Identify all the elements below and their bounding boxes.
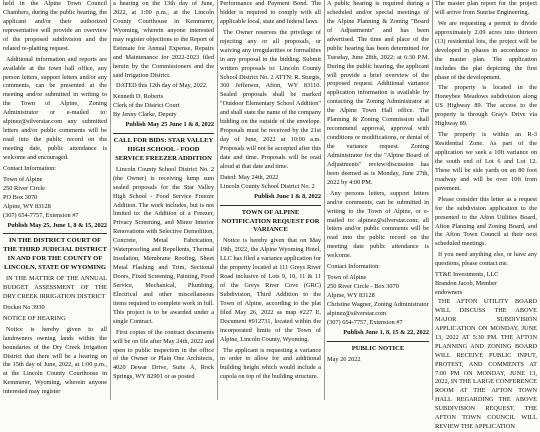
- notice-text: Additional information and reports are available at the town hall office, any person letters, support letters and/or any comments, can be presented at the meeting and/or submitted in writing to the Town of Alpine, Zoning Administrator or e-mailed to: alpinez@silverstar.com any submitted letters and/or public comments will be read into the public record on the meeting date, public attendance is welcome and encouraged.: [3, 55, 107, 161]
- signature-line: Brandon Jacob, Member: [435, 280, 498, 288]
- notice-heading: TOWN OF ALPINE NOTIFICATION REQUEST FOR VARIANCE: [221, 208, 320, 234]
- notice-text: Notice is hereby given that on May 19th, 2022, the Alpine Wyoming Hotel, LLC has filed a variance application for the property located at 111 Greys River Road inclusive of Lots 9, 10, 11 & 11 of the Greys River Cove (GRC) Subdivision, Third Addition to the Town of Alpine, according to the plat filed May 26, 2022 as map #227 E, Document #912731, located within the incorporated limits of the Town of Alpine, Lincoln County, Wyoming.: [220, 237, 321, 343]
- notice-text: THE AFTON UTILITY BOARD WILL DISCUSS THE ABOVE MAJOR SUBDIVISION APPLICATION ON MONDAY, JUNE 13, 2022 AT 5:30 PM. THE AFTON PLANNING AND ZONING BOARD WILL RECEIVE PUBLIC INPUT, PROTEST, AND COMMENTS AT 7:00 PM ON MONDAY, JUNE 13, 2022, IN THE LARGE CONFERENCE ROOM AT THE AFTON TOWN HALL REGARDING THE ABOVE SUBDIVISION REQUEST. THE AFTON TOWN COUNCIL WILL REVIEW THE APPLICATION: [435, 298, 537, 431]
- signature-line: Lincoln County School District No. 2: [220, 182, 315, 190]
- address-line: (307) 654-7757, Extension #7: [3, 211, 79, 219]
- address-line: PO Box 3070: [3, 193, 38, 201]
- address-line: Alpine, WY 83128: [327, 292, 375, 299]
- column-5: [432, 0, 540, 431]
- notice-separator: [220, 205, 321, 206]
- address-line: (307) 654-7757, Extension #7: [327, 318, 403, 326]
- notice-text: If you need anything else, or have any questions, please contact me.: [435, 251, 537, 268]
- notice-text: Notice is hereby given to all landowners owning lands within the boundaries of the Dry Creek Irrigation District that there will be a hearing on the 15th day of June, 2022, at 1:00 p.m., at the Lincoln County Courthouse in Kemmerer, Wyoming, wherein anyone interested may register: [3, 325, 107, 396]
- column-1: [0, 0, 110, 400]
- contact-heading: Contact Information:: [3, 164, 56, 172]
- publish-dates: Publish June 1, 8, 15 & 22, 2022: [343, 328, 429, 336]
- notice-text: Please consider this letter as a request for the subdivision application to the presented to the Afton Utilities Board, Afton Planning and Zoning Board, and the Afton Town Council at their next scheduled meetings.: [435, 195, 537, 248]
- column-2: [110, 0, 217, 400]
- notice-subheading: NOTICE OF HEARING: [3, 314, 66, 322]
- signature-line: Clerk of the District Court: [113, 102, 180, 110]
- signature-line: TT&E Investments, LLC: [435, 271, 499, 279]
- address-line: Town of Alpine: [327, 274, 367, 282]
- address-line: 250 River Circle - Box 3070: [327, 283, 399, 291]
- dated-line: DATED this 12th day of May, 2022.: [116, 82, 208, 90]
- notice-heading: IN THE DISTRICT COURT OF THE THIRD JUDICIAL DISTRICT IN AND FOR THE COUNTY OF LINCOLN, STATE OF WYOMING: [3, 237, 107, 272]
- notice-text: The master plan report for the project will arrive from Sunrise Engineering.: [435, 0, 537, 16]
- notice-text: The property is within an R-3 Residential Zone. As part of the application we seek a 10ft variance on the south end of Lot 6 and Lot 12. These will be side yards on an 80 foot roadway and will be over 10ft from pavement.: [435, 131, 537, 192]
- notice-heading: CALL FOR BIDS: STAR VALLEY HIGH SCHOOL - FOOD SERVICE FREEZER ADDITION: [113, 137, 214, 162]
- publish-dates: Publish June 1 & 8, 2022: [254, 192, 321, 200]
- notice-date: May 26 2022: [327, 355, 361, 363]
- notice-text: Any persons letters, support letters and/or comments, can be submitted in writing to the Town of Alpine, or e-mailed to: alpinez@silverstar.com; all letters and/or public comments will be read into the public record on the meeting date public attendance is welcome.: [327, 189, 429, 260]
- notice-text: Lincoln County School District No. 2 (the Owner) is receiving lump sum sealed proposals for the Star Valley High School - Food Service Freezer Addition. The work includes, but is not limited to: the Addition of a Freezer, Privacy Screening, and Minor Interior Renovations with Selective Demolition, Concrete, Metal Fabrication, Waterproofing and Repellents, Thermal Insulation, Membrane Roofing, Sheet Metal Flashing and Trim, Sectional Doors, Fixed Screening, Painting, Food Service, Mechanical, Plumbing, Electrical and other miscellaneous items required to complete work in full. This project is to be awarded under a single Contract.: [113, 165, 214, 325]
- notice-text: The property is located in the Honeybee Meadows subdivision along US Highway 89. The access to the property is through Gray's Drive via Highway 89.: [435, 84, 537, 128]
- notice-text: We are requesting a permit to divide approximately 2.09 acres into thirteen (13) residential lots, the project will be developed in phases in accordance to the master plan. The application includes the plat depicting the first phase of the development.: [435, 19, 537, 81]
- signature-line: endowners: [435, 289, 463, 297]
- publish-dates: Publish May 25 June 1 & 8, 2022: [125, 121, 214, 129]
- address-line: Town of Alpine: [3, 175, 43, 183]
- docket-number: Docket No 3930: [3, 303, 45, 311]
- notice-text: The Owner reserves the privilege of rejecting any or all proposals, or waiving any irregularities or formalities in any proposal in the bidding. Submit written proposals to: Lincoln County School District No. 2 ATTN: R. Sturgis, 360 Jefferson, Afton, WY 83110. Sealed proposals shall be marked "Outdoor Elementary School Addition" and shall state the name of the company bidding on the outside of the envelope. Proposals must be received by the 21st day of June, 2022 at 10:00 a.m. Proposals will not be accepted after this date and time. Proposals will be read aloud at that date and time.: [220, 28, 321, 170]
- notice-text: First copies of the contract documents will be on file after May 24th, 2022 and open to public inspection in the office of the Owner or Plain One Architects, 4020 Dewar Drive, Suite A, Rock Springs, WY 82901 or as posted: [113, 328, 214, 381]
- address-line: alpinez@silverstar.com: [327, 309, 387, 317]
- notice-separator: [113, 133, 214, 134]
- column-3: [217, 0, 324, 400]
- notice-text: a hearing on the 13th day of June, 2022, at 1:00 p.m., at the Lincoln County Courthouse in Kemmerer, Wyoming, wherein anyone interested may register objections to the Report of Estimate for Annual Expense, Repairs and Maintenance for 2022-2023 filed herein by the Commissioners and the said Irrigation District.: [113, 0, 214, 79]
- notice-text: held in the Alpine Town Council Chambers, during the public hearing, the applicant and/or their authorized representative will provide an overview of the proposed subdivision and the related re-platting request.: [3, 0, 107, 52]
- notice-text: A public hearing is required during a scheduled and/or special meetings of the Alpine Planning & Zoning "Board of Adjustments" and has been advertised. The time and place of the public hearing has been determined for Tuesday, June 28th, 2022; at 6:30 P.M. During the public hearing, the applicant will provide a brief overview of the proposed request. Additional variance application information is available by contacting the Zoning Administrator at the Alpine Town Hall office. The Planning & Zoning Commission shall recommend approval, approval with conditions or modifications, or denial of the variance request. Zoning Administrator for the "Alpine Board of Adjustments" review/discussion has been deemed as is Monday, June 27th, 2022 by 4:00 PM.: [327, 0, 429, 186]
- publish-dates: Publish May 25, June 1, 8 & 15, 2022: [7, 221, 107, 229]
- address-line: Alpine, WY 83128: [3, 202, 51, 210]
- signature-line: Kenneth D. Roberts: [113, 93, 164, 101]
- dated-line: Dated: May 24th, 2022: [220, 173, 279, 181]
- address-line: Christine Wagner, Zoning Administrator: [327, 300, 429, 308]
- contact-heading: Contact Information:: [327, 263, 380, 271]
- notice-text: IN THE MATTER OF THE ANNUAL BUDGET ASSESSMENT OF THE DRY CREEK IRRIGATION DISTRICT: [3, 275, 107, 300]
- address-line: 250 River Circle: [3, 184, 45, 192]
- notice-heading: PUBLIC NOTICE: [351, 344, 405, 352]
- signature-line: By Jenny Clarke, Deputy: [113, 111, 177, 119]
- notice-text: Performance and Payment Bond. The bidder is required to comply with all applicable local, state and federal laws.: [220, 0, 321, 25]
- notice-separator: [327, 341, 429, 342]
- notice-text: The applicant is requesting a variance in order to allow for and additional building height which would include a cupola on top of the building structure.: [220, 346, 321, 381]
- column-4: [324, 0, 432, 400]
- notice-separator: [3, 233, 107, 234]
